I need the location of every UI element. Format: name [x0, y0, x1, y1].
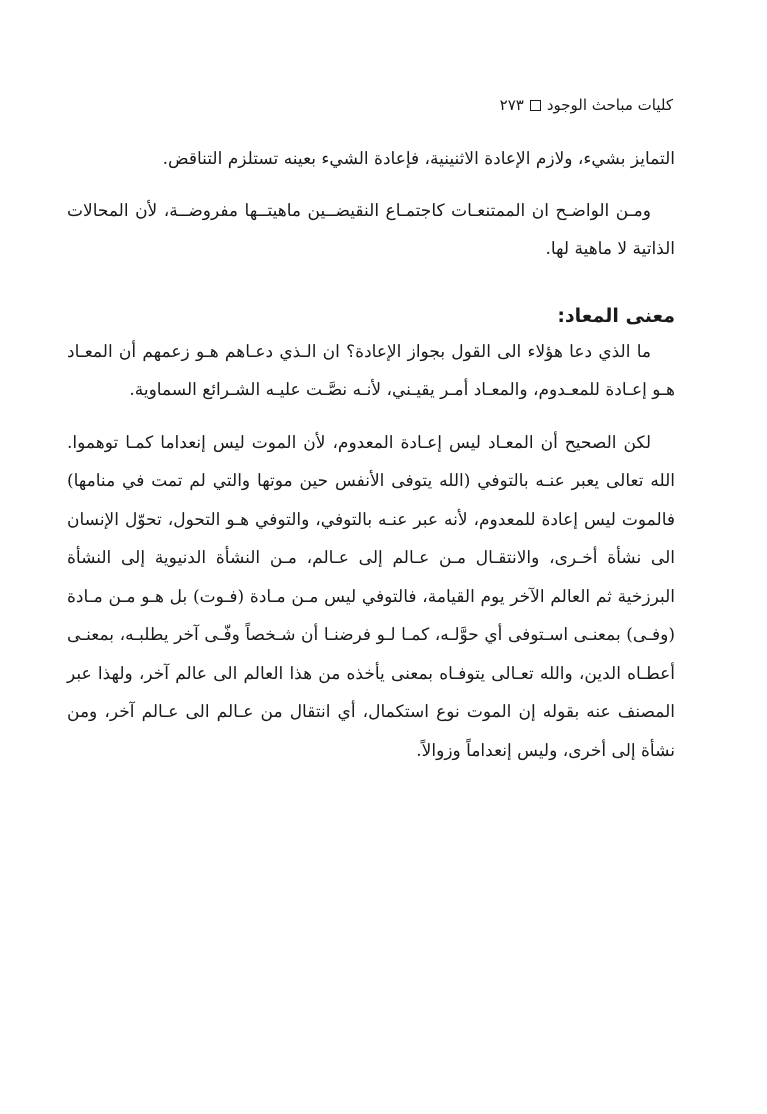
- section-paragraph-1: ما الذي دعا هؤلاء الى القول بجواز الإعادة؟ ان الـذي دعـاهم هـو زعمهم أن المعـاد هـو إعـادة للمعـدوم، والمعـاد أمـر يقيـني، لأنـه نصَّـت عليـه الشـرائع السماوية.: [67, 341, 675, 400]
- section-heading: معنى المعاد:: [557, 304, 675, 327]
- page-body: [67, 140, 675, 770]
- running-header: [113, 94, 673, 116]
- paragraph-2: ومـن الواضـح ان الممتنعـات كاجتمـاع النقيضــين ماهيتــها مفروضــة، لأن المحالات الذاتية لا ماهية لها.: [67, 200, 675, 259]
- page-number: ٢٧٣: [499, 96, 524, 114]
- paragraph-1: التمايز بشيء، ولازم الإعادة الاثنينية، فإعادة الشيء بعينه تستلزم التناقض.: [162, 149, 675, 169]
- running-title: كليات مباحث الوجود: [546, 96, 673, 114]
- section-paragraph-2: لكن الصحيح أن المعـاد ليس إعـادة المعدوم، لأن الموت ليس إنعداما كمـا توهموا. الله تعالى يعبر عنـه بالتوفي (الله يتوفى الأنفس حين موتها والتي لم تمت في منامها) فالموت ليس إعادة للمعدوم، لأنه عبر عنـه بالتوفي، والتوفي هـو التحول، تحوّل الإنسان الى نشأة أخـرى، والانتقـال مـن عـالم إلى عـالم، مـن النشأة الدنيوية إلى النشأة البرزخية ثم العالم الآخر يوم القيامة، فالتوفي ليس مـن مـادة (فـوت) بل هـو مـن مـادة (وفـى) بمعنـى اسـتوفى أي حوَّلـه، كمـا لـو فرضنـا أن شـخصاً وفّـى آخر يطلبـه، بمعنـى أعطـاه الدين، والله تعـالى يتوفـاه بمعنى يأخذه من هذا العالم الى عالم آخر، ولهذا عبر المصنف عنه بقوله إن الموت نوع استكمال، أي انتقال من عـالم الى عـالم آخر، ومن نشأة إلى أخرى، وليس إنعداماً وزوالاً.: [67, 432, 675, 761]
- separator-square-icon: [530, 100, 541, 111]
